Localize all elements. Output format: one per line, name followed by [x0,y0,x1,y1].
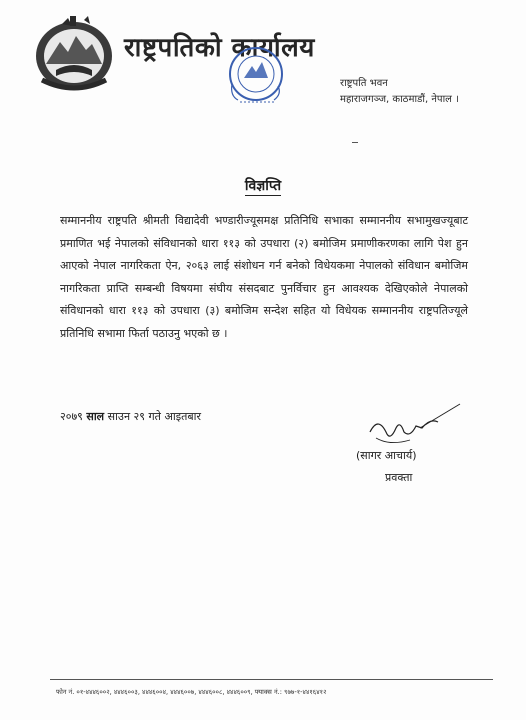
date-sal: साल [86,410,105,423]
footer-divider [50,679,493,680]
address-line-1: राष्ट्रपति भवन [340,78,388,89]
date-rest: साउन २९ गते आइतबार [104,410,201,423]
notice-date [60,409,201,424]
divider-mark [352,142,358,143]
notice-heading-text: विज्ञप्ति [244,178,282,194]
national-emblem-logo [32,14,116,94]
notice-heading [0,176,526,195]
office-seal-stamp [216,44,298,108]
address-line-2: महाराजगञ्ज, काठमाडौं, नेपाल । [340,94,459,105]
signatory-name: (सागर आचार्य) [356,449,417,462]
office-title: राष्ट्रपतिको कार्यालय [124,33,315,63]
notice-paragraph: सम्माननीय राष्ट्रपति श्रीमती विद्यादेवी भण्डारीज्यूसमक्ष प्रतिनिधि सभाका सम्माननीय सभामुखज्यूबाट प्रमाणित भई नेपालको संविधानको धारा ११३ को उपधारा (२) बमोजिम प्रमाणीकरणका लागि पेश हुन आएको नेपाल नागरिकता ऐन, २०६३ लाई संशोधन गर्न बनेको विधेयकमा नेपालको संविधान बमोजिम नागरिकता प्राप्ति सम्बन्धी विषयमा संघीय संसदबाट पुनर्विचार हुन आवश्यक देखिएकोले नेपालको संविधानको धारा ११३ को उपधारा (३) बमोजिम सन्देश सहित यो विधेयक सम्माननीय राष्ट्रपतिज्यूले प्रतिनिधि सभामा फिर्ता पठाउनु भएको छ । [60,214,468,340]
office-address [340,76,459,108]
date-year: २०७९ [60,410,87,423]
handwritten-signature [360,398,470,454]
signatory-role: प्रवक्ता [385,471,413,484]
footer-contact: फोन नं. ०१-४४४६००२, ४४४६००३, ४४४६००४, ४४४६००७, ४४४६००८, ४४४६००९, फ्याक्स नं.: ९७७-१-४४१६४१२ [56,688,327,696]
